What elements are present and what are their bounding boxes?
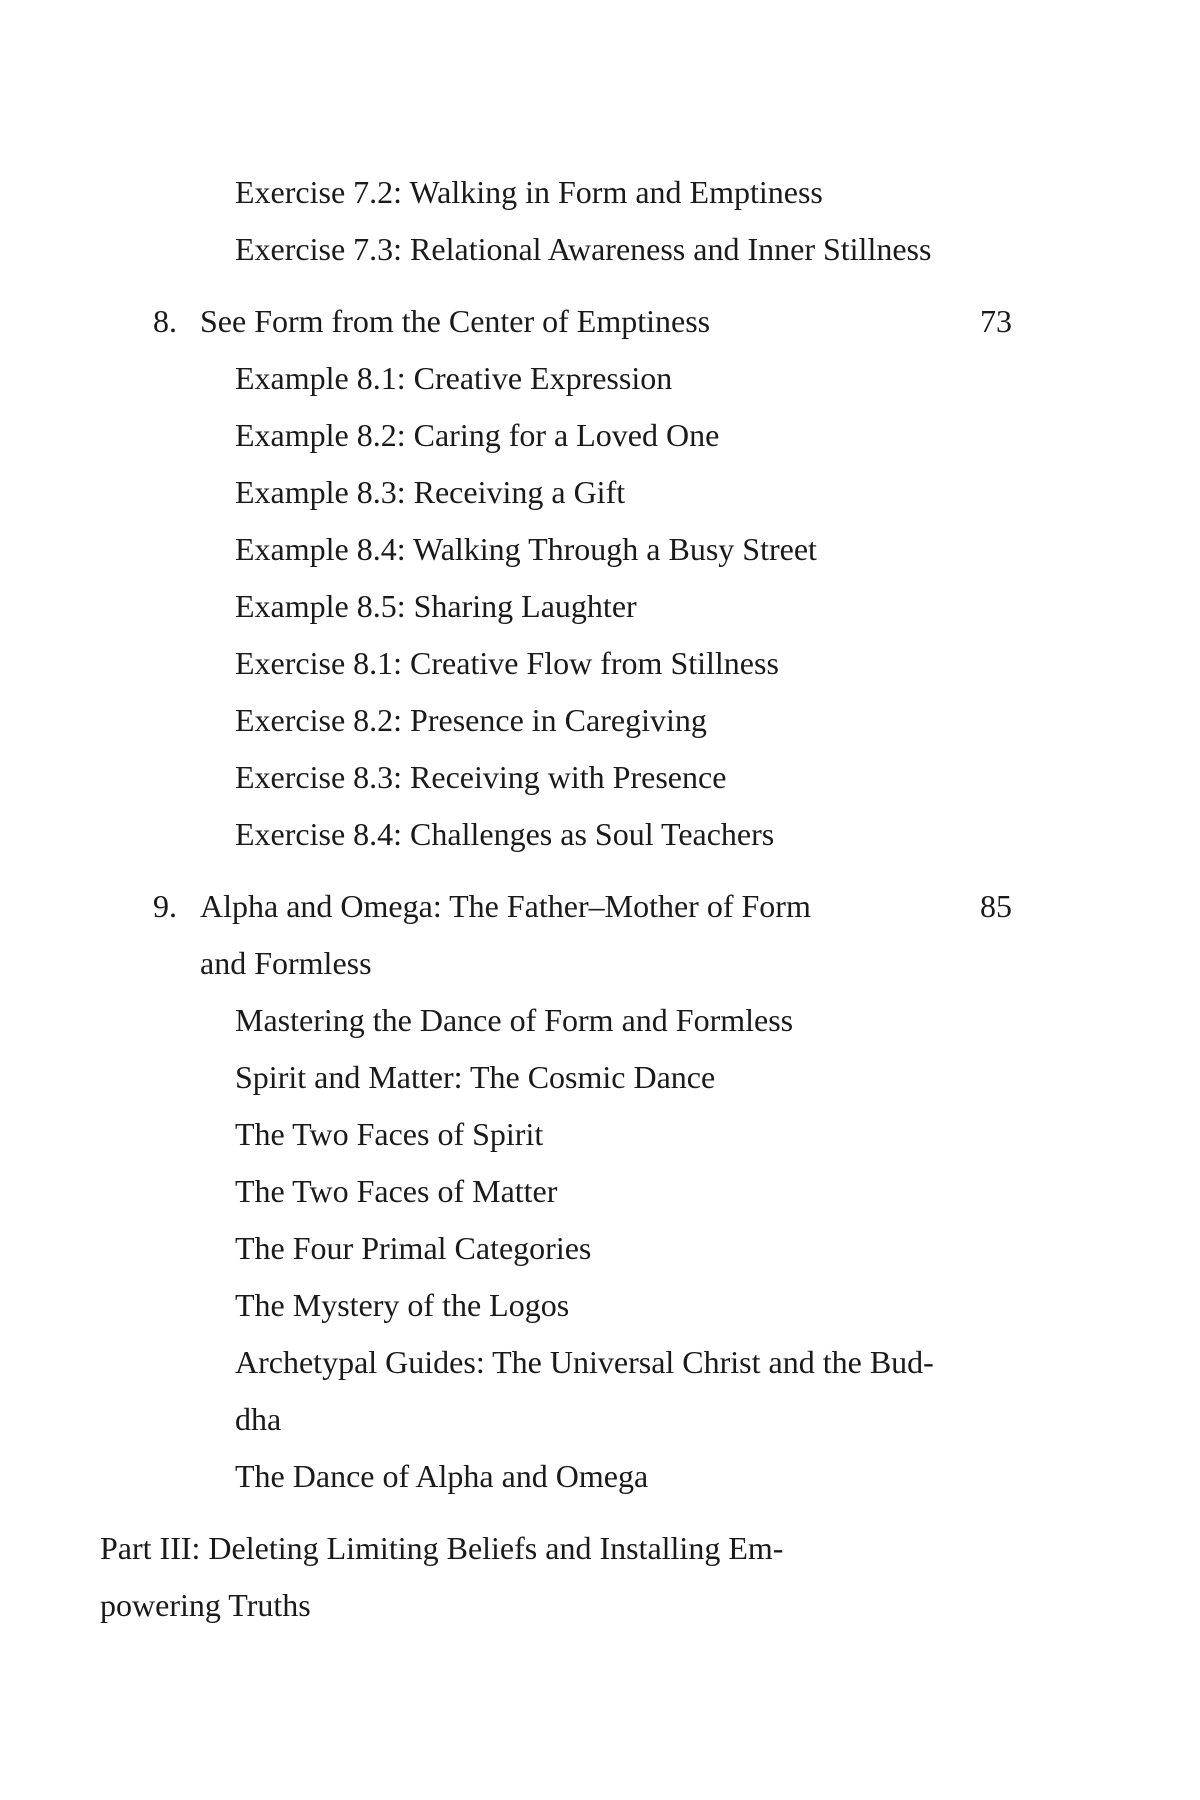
chapter-title[interactable]: See Form from the Center of Emptiness: [200, 303, 711, 339]
toc-entry[interactable]: Exercise 7.2: Walking in Form and Emptiness: [235, 174, 823, 210]
toc-entry[interactable]: Exercise 7.3: Relational Awareness and Inner Stillness: [235, 231, 932, 267]
toc-entry-continued[interactable]: dha: [235, 1401, 282, 1437]
chapter-number: 9.: [153, 888, 177, 924]
toc-entry[interactable]: Example 8.1: Creative Expression: [235, 360, 673, 396]
toc-entry[interactable]: Exercise 8.2: Presence in Caregiving: [235, 702, 707, 738]
chapter-title[interactable]: Alpha and Omega: The Father–Mother of Form: [200, 888, 811, 924]
toc-entry[interactable]: Example 8.5: Sharing Laughter: [235, 588, 637, 624]
toc-entry[interactable]: The Four Primal Categories: [235, 1230, 592, 1266]
toc-entry[interactable]: Example 8.2: Caring for a Loved One: [235, 417, 720, 453]
toc-entry[interactable]: The Two Faces of Spirit: [235, 1116, 544, 1152]
chapter-page-number: 85: [980, 888, 1012, 924]
toc-entry[interactable]: Exercise 8.1: Creative Flow from Stillness: [235, 645, 779, 681]
chapter-title-continued[interactable]: and Formless: [200, 945, 372, 981]
part-heading-continued[interactable]: powering Truths: [100, 1587, 311, 1623]
part-heading[interactable]: Part III: Deleting Limiting Beliefs and Installing Em-: [100, 1530, 784, 1566]
toc-entry[interactable]: Exercise 8.4: Challenges as Soul Teachers: [235, 816, 775, 852]
toc-entry[interactable]: Spirit and Matter: The Cosmic Dance: [235, 1059, 716, 1095]
toc-entry[interactable]: The Dance of Alpha and Omega: [235, 1458, 649, 1494]
toc-entry[interactable]: The Mystery of the Logos: [235, 1287, 570, 1323]
toc-entry[interactable]: Archetypal Guides: The Universal Christ and the Bud-: [235, 1344, 934, 1380]
toc-entry[interactable]: Example 8.3: Receiving a Gift: [235, 474, 626, 510]
toc-entry[interactable]: Mastering the Dance of Form and Formless: [235, 1002, 794, 1038]
chapter-page-number: 73: [980, 303, 1012, 339]
toc-entry[interactable]: The Two Faces of Matter: [235, 1173, 558, 1209]
toc-entry[interactable]: Exercise 8.3: Receiving with Presence: [235, 759, 727, 795]
toc-entry[interactable]: Example 8.4: Walking Through a Busy Street: [235, 531, 817, 567]
chapter-number: 8.: [153, 303, 177, 339]
